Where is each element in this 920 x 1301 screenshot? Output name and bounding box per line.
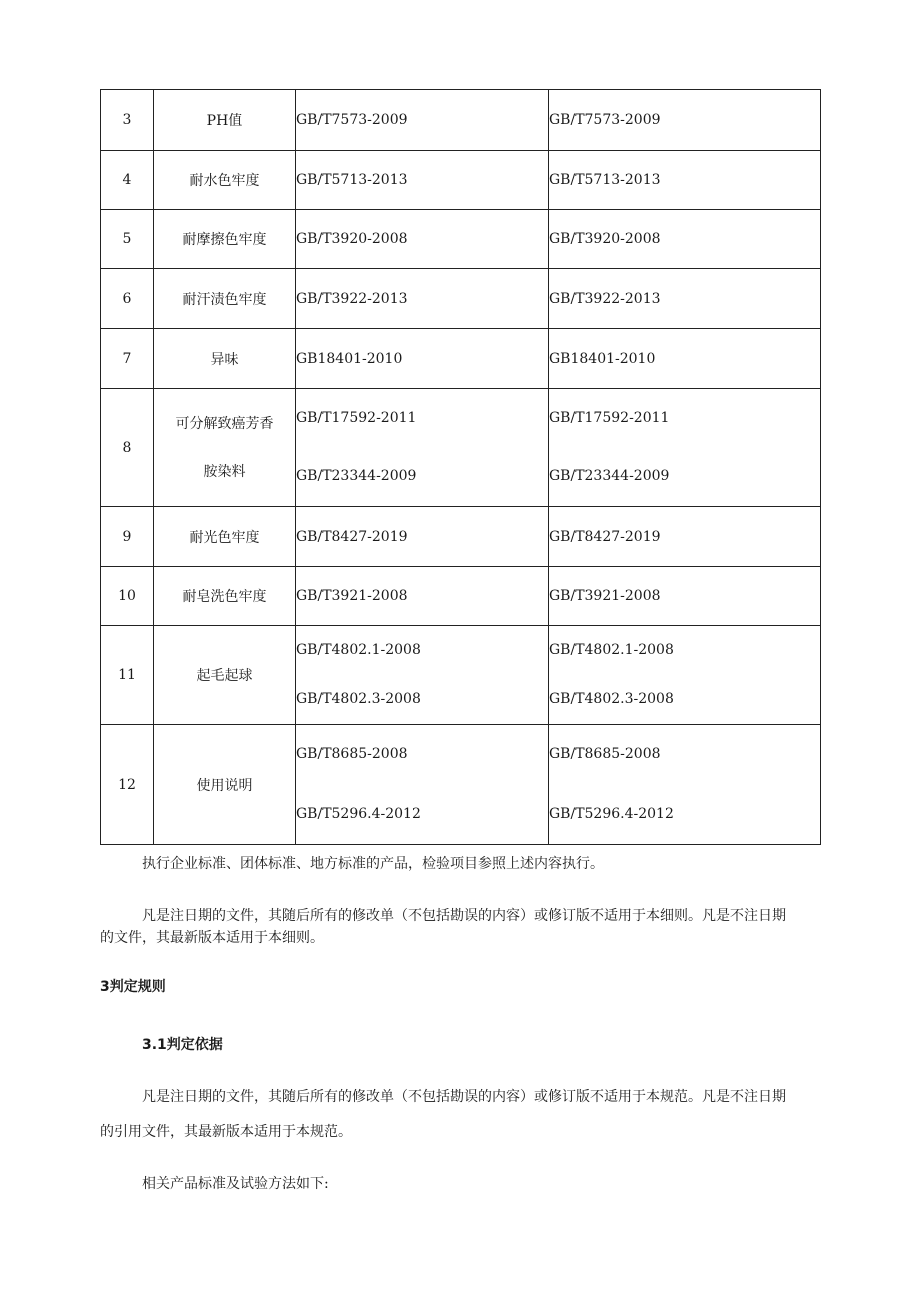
row-number: 8: [101, 389, 154, 507]
test-item: 耐皂洗色牢度: [154, 567, 296, 626]
row-number: 11: [101, 626, 154, 725]
table-row: [101, 725, 821, 845]
standard-line: GB/T23344-2009: [549, 467, 670, 484]
section-heading-3: 3判定规则: [100, 979, 166, 995]
paragraph-basis-line1: 凡是注日期的文件，其随后所有的修改单（不包括勘误的内容）或修订版不适用于本规范。凡是不注日期: [142, 1089, 786, 1105]
row-number: 4: [101, 151, 154, 210]
paragraph-other-standards: 执行企业标准、团体标准、地方标准的产品，检验项目参照上述内容执行。: [142, 856, 604, 872]
test-item: 耐水色牢度: [154, 151, 296, 210]
row-number: 12: [101, 725, 154, 845]
test-method-line: GB/T17592-2011: [296, 409, 417, 426]
test-item: 异味: [154, 329, 296, 389]
table-row: [101, 626, 821, 725]
table-row: [101, 151, 821, 210]
test-method-line: GB/T5296.4-2012: [296, 805, 421, 822]
paragraph-dated-references-line2: 的文件，其最新版本适用于本细则。: [100, 930, 324, 946]
standard-line: GB/T4802.3-2008: [549, 691, 674, 707]
table-row: [101, 507, 821, 567]
test-item: 使用说明: [154, 725, 296, 845]
test-method-cell: GB/T7573-2009: [296, 90, 549, 151]
test-method-cell: [296, 626, 549, 725]
standard-cell: [549, 725, 821, 845]
test-method-cell: GB/T5713-2013: [296, 151, 549, 210]
standard-line: GB/T4802.1-2008: [549, 642, 674, 658]
paragraph-dated-references-line1: 凡是注日期的文件，其随后所有的修改单（不包括勘误的内容）或修订版不适用于本细则。凡是不注日期: [142, 908, 786, 924]
test-method-line: GB/T4802.3-2008: [296, 691, 421, 707]
test-method-cell: GB/T3921-2008: [296, 567, 549, 626]
standard-cell: GB18401-2010: [549, 329, 821, 389]
test-item: PH值: [154, 90, 296, 151]
table-row: [101, 210, 821, 269]
standard-cell: GB/T3920-2008: [549, 210, 821, 269]
test-method-cell: GB/T3922-2013: [296, 269, 549, 329]
standard-cell: GB/T3921-2008: [549, 567, 821, 626]
row-number: 7: [101, 329, 154, 389]
standard-line: GB/T8685-2008: [549, 746, 661, 762]
test-item: 耐光色牢度: [154, 507, 296, 567]
test-item-line: 可分解致癌芳香: [175, 415, 274, 432]
test-method-line: GB/T23344-2009: [296, 467, 417, 484]
table-row: [101, 90, 821, 151]
test-item: 起毛起球: [154, 626, 296, 725]
standard-cell: GB/T5713-2013: [549, 151, 821, 210]
standard-cell: GB/T3922-2013: [549, 269, 821, 329]
standard-cell: GB/T8427-2019: [549, 507, 821, 567]
test-method-line: GB/T4802.1-2008: [296, 642, 421, 658]
test-method-cell: GB18401-2010: [296, 329, 549, 389]
test-method-cell: GB/T8427-2019: [296, 507, 549, 567]
table-row: [101, 329, 821, 389]
standard-cell: [549, 626, 821, 725]
standard-line: GB/T5296.4-2012: [549, 805, 674, 822]
test-item: 耐摩擦色牢度: [154, 210, 296, 269]
row-number: 5: [101, 210, 154, 269]
inspection-standards-table: [100, 89, 821, 845]
row-number: 3: [101, 90, 154, 151]
standard-cell: [549, 389, 821, 507]
row-number: 6: [101, 269, 154, 329]
section-heading-3-1: 3.1判定依据: [142, 1037, 223, 1053]
standard-line: GB/T17592-2011: [549, 409, 670, 426]
test-item: 耐汗渍色牢度: [154, 269, 296, 329]
test-item-line: 胺染料: [203, 463, 246, 480]
row-number: 9: [101, 507, 154, 567]
table-row: [101, 389, 821, 507]
paragraph-related-standards: 相关产品标准及试验方法如下:: [142, 1176, 329, 1192]
test-method-cell: GB/T3920-2008: [296, 210, 549, 269]
table-row: [101, 567, 821, 626]
standard-cell: GB/T7573-2009: [549, 90, 821, 151]
test-method-line: GB/T8685-2008: [296, 746, 408, 762]
test-method-cell: [296, 389, 549, 507]
table-row: [101, 269, 821, 329]
row-number: 10: [101, 567, 154, 626]
paragraph-basis-line2: 的引用文件，其最新版本适用于本规范。: [100, 1124, 352, 1140]
test-method-cell: [296, 725, 549, 845]
test-item: [154, 389, 296, 507]
